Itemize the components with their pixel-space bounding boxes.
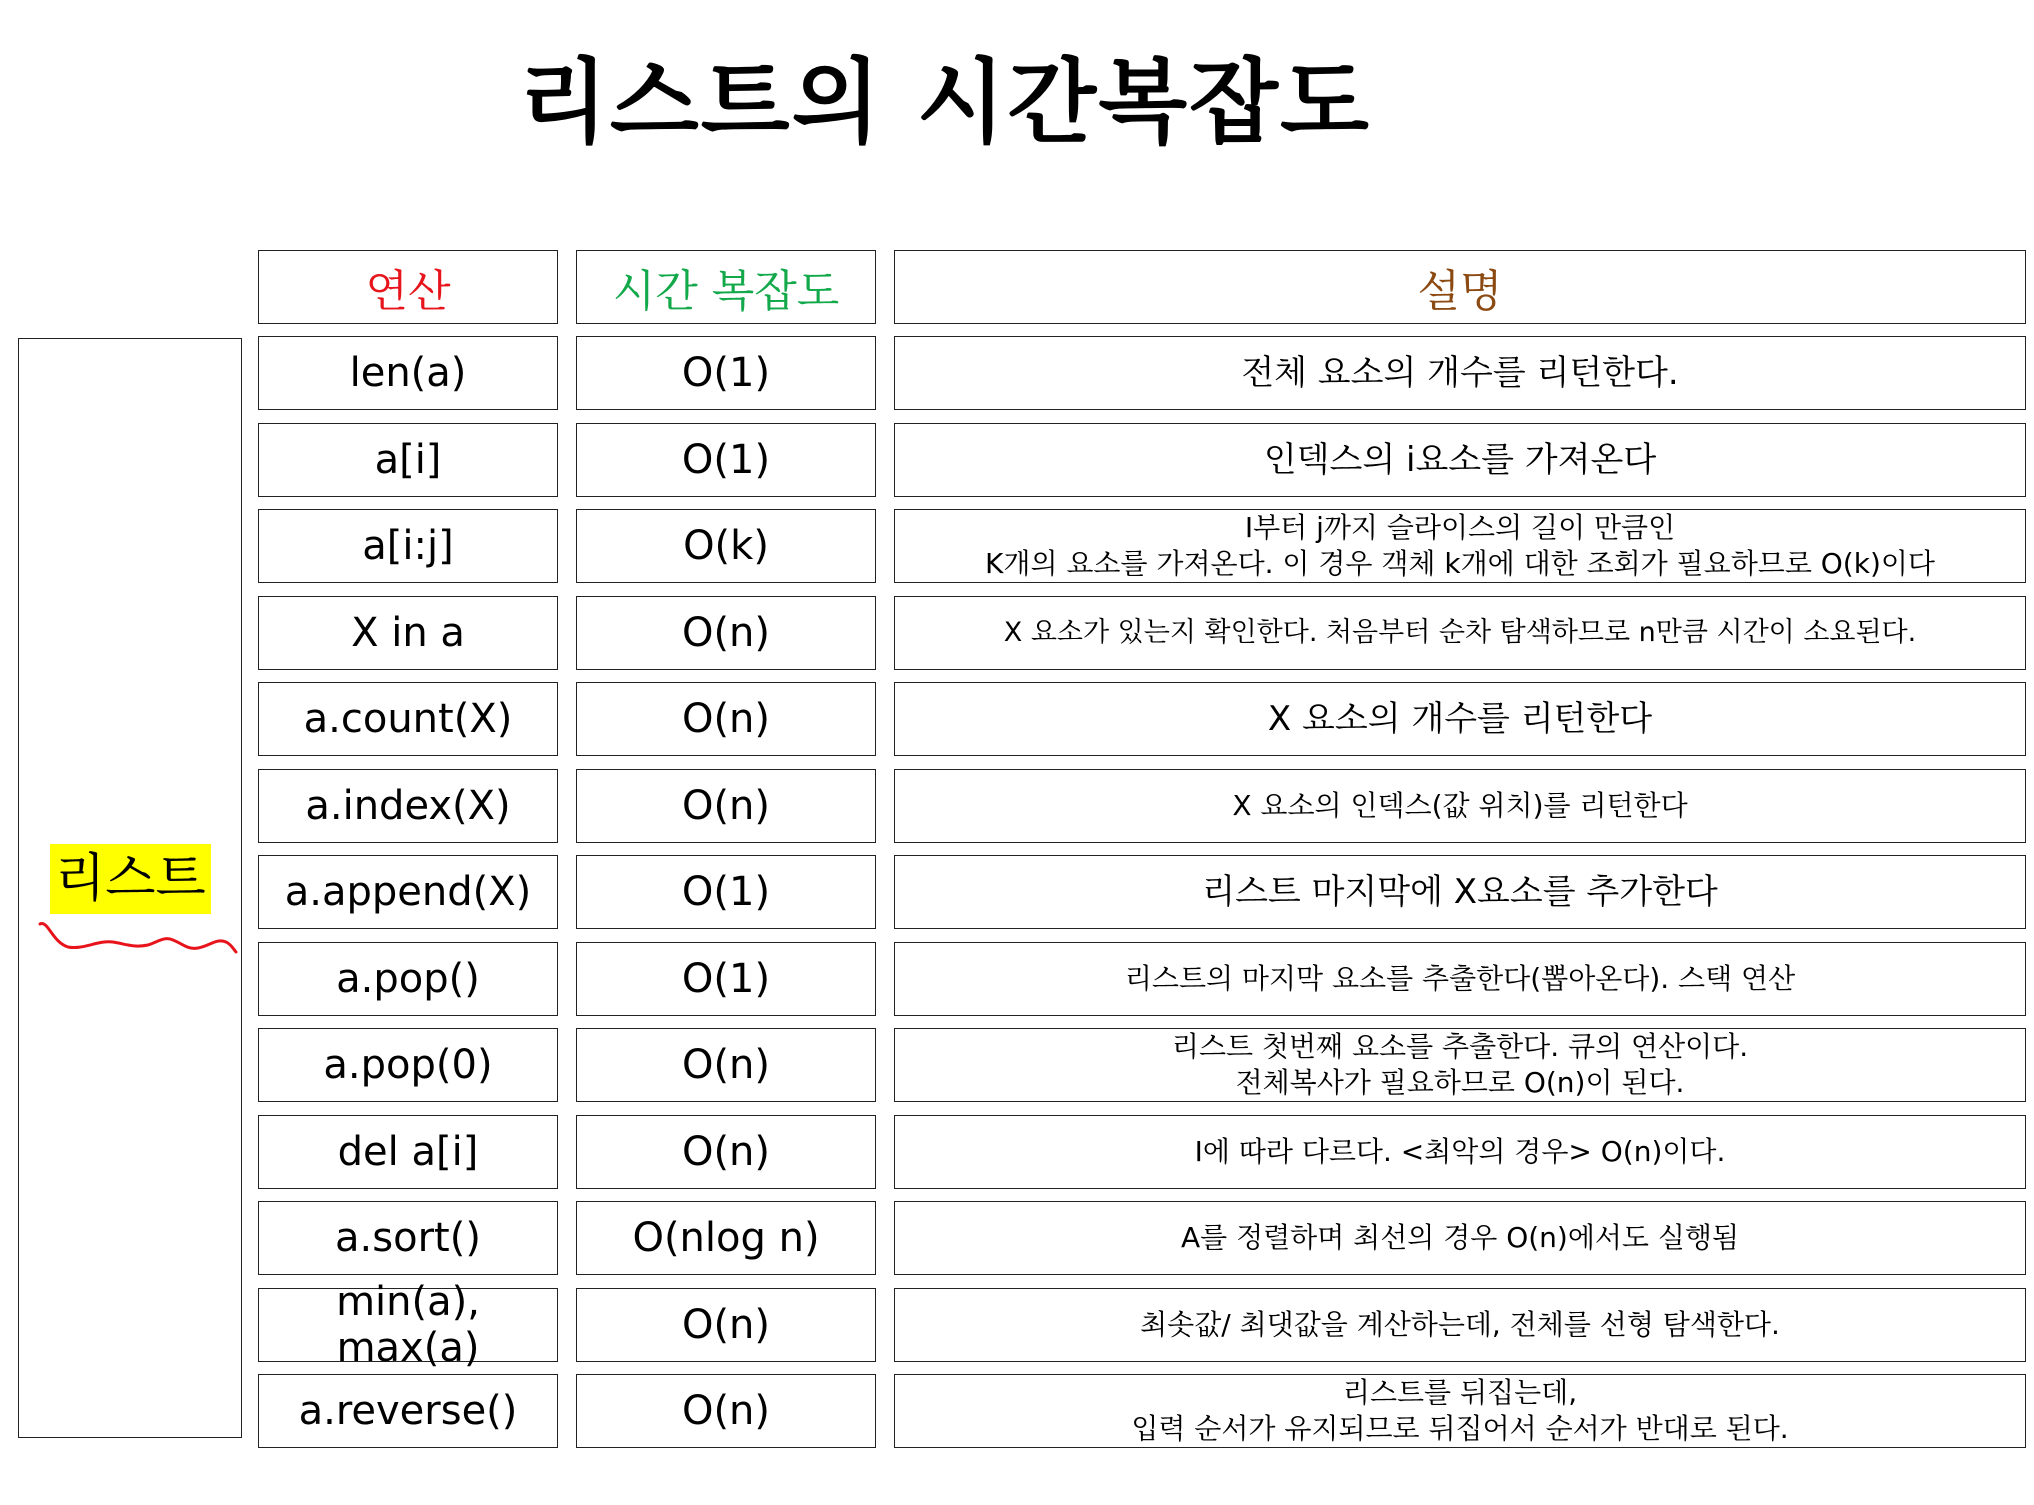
complexity-cell: O(1) xyxy=(576,855,876,929)
description-cell xyxy=(894,769,2026,843)
description-cell xyxy=(894,682,2026,756)
description-line: 리스트의 마지막 요소를 추출한다(뽑아온다). 스택 연산 xyxy=(1124,962,1796,995)
description-lines xyxy=(985,510,1935,582)
description-line: X 요소가 있는지 확인한다. 처음부터 순차 탐색하므로 n만큼 시간이 소요된다. xyxy=(1003,617,1917,648)
category-label: 리스트 xyxy=(50,844,211,914)
description-line: 최솟값/ 최댓값을 계산하는데, 전체를 선형 탐색한다. xyxy=(1140,1308,1780,1341)
description-cell xyxy=(894,942,2026,1016)
description-line: K개의 요소를 가져온다. 이 경우 객체 k개에 대한 조회가 필요하므로 O(k)이다 xyxy=(985,547,1935,580)
description-line: 인덱스의 i요소를 가져온다 xyxy=(1263,440,1657,480)
description-lines xyxy=(1202,872,1718,912)
complexity-cell: O(k) xyxy=(576,509,876,583)
operation-cell: a.pop(0) xyxy=(258,1028,558,1102)
header-description: 설명 xyxy=(894,250,2026,324)
complexity-cell: O(n) xyxy=(576,1374,876,1448)
operation-cell: a[i:j] xyxy=(258,509,558,583)
description-cell xyxy=(894,423,2026,497)
operation-cell: a.sort() xyxy=(258,1201,558,1275)
description-cell xyxy=(894,1288,2026,1362)
description-line: 리스트를 뒤집는데, xyxy=(1342,1376,1578,1409)
description-lines xyxy=(1131,1375,1788,1447)
operation-cell: a.append(X) xyxy=(258,855,558,929)
description-line: X 요소의 인덱스(값 위치)를 리턴한다 xyxy=(1232,789,1688,822)
description-lines xyxy=(1264,440,1656,480)
complexity-cell: O(n) xyxy=(576,1288,876,1362)
operation-cell: a.index(X) xyxy=(258,769,558,843)
description-line: X 요소의 개수를 리턴한다 xyxy=(1267,699,1653,739)
description-cell xyxy=(894,509,2026,583)
operation-cell: a[i] xyxy=(258,423,558,497)
description-line: 전체복사가 필요하므로 O(n)이 된다. xyxy=(1235,1066,1685,1099)
description-cell xyxy=(894,1374,2026,1448)
operation-cell: len(a) xyxy=(258,336,558,410)
description-cell xyxy=(894,1201,2026,1275)
description-lines xyxy=(1004,615,1916,651)
description-lines xyxy=(1125,961,1795,997)
description-lines xyxy=(1195,1134,1726,1170)
description-lines xyxy=(1181,1220,1739,1256)
operation-cell: a.pop() xyxy=(258,942,558,1016)
complexity-cell: O(n) xyxy=(576,769,876,843)
complexity-cell: O(n) xyxy=(576,596,876,670)
description-cell xyxy=(894,596,2026,670)
description-cell xyxy=(894,336,2026,410)
complexity-cell: O(1) xyxy=(576,942,876,1016)
description-line: I부터 j까지 슬라이스의 길이 만큼인 xyxy=(1244,511,1676,544)
description-lines xyxy=(1172,1029,1748,1101)
description-lines xyxy=(1232,788,1687,824)
complexity-cell: O(1) xyxy=(576,423,876,497)
complexity-cell: O(n) xyxy=(576,1028,876,1102)
description-line: A를 정렬하며 최선의 경우 O(n)에서도 실행됨 xyxy=(1180,1221,1740,1254)
complexity-cell: O(1) xyxy=(576,336,876,410)
operation-cell: X in a xyxy=(258,596,558,670)
description-cell xyxy=(894,1028,2026,1102)
description-line: 입력 순서가 유지되므로 뒤집어서 순서가 반대로 된다. xyxy=(1131,1412,1789,1445)
complexity-cell: O(n) xyxy=(576,1115,876,1189)
description-cell xyxy=(894,855,2026,929)
operation-cell: min(a), max(a) xyxy=(258,1288,558,1362)
description-lines xyxy=(1140,1307,1780,1343)
complexity-cell: O(n) xyxy=(576,682,876,756)
description-lines xyxy=(1241,353,1678,393)
description-line: 전체 요소의 개수를 리턴한다. xyxy=(1241,353,1679,393)
description-lines xyxy=(1268,699,1652,739)
header-complexity: 시간 복잡도 xyxy=(576,250,876,324)
header-operation: 연산 xyxy=(258,250,558,324)
operation-cell: a.reverse() xyxy=(258,1374,558,1448)
description-line: I에 따라 다르다. <최악의 경우> O(n)이다. xyxy=(1194,1135,1726,1168)
page-title: 리스트의 시간복잡도 xyxy=(519,49,1371,156)
complexity-cell: O(nlog n) xyxy=(576,1201,876,1275)
operation-cell: del a[i] xyxy=(258,1115,558,1189)
description-line: 리스트 첫번째 요소를 추출한다. 큐의 연산이다. xyxy=(1171,1030,1749,1063)
description-cell xyxy=(894,1115,2026,1189)
operation-cell: a.count(X) xyxy=(258,682,558,756)
description-line: 리스트 마지막에 X요소를 추가한다 xyxy=(1202,872,1718,912)
red-squiggle-underline xyxy=(38,912,238,962)
